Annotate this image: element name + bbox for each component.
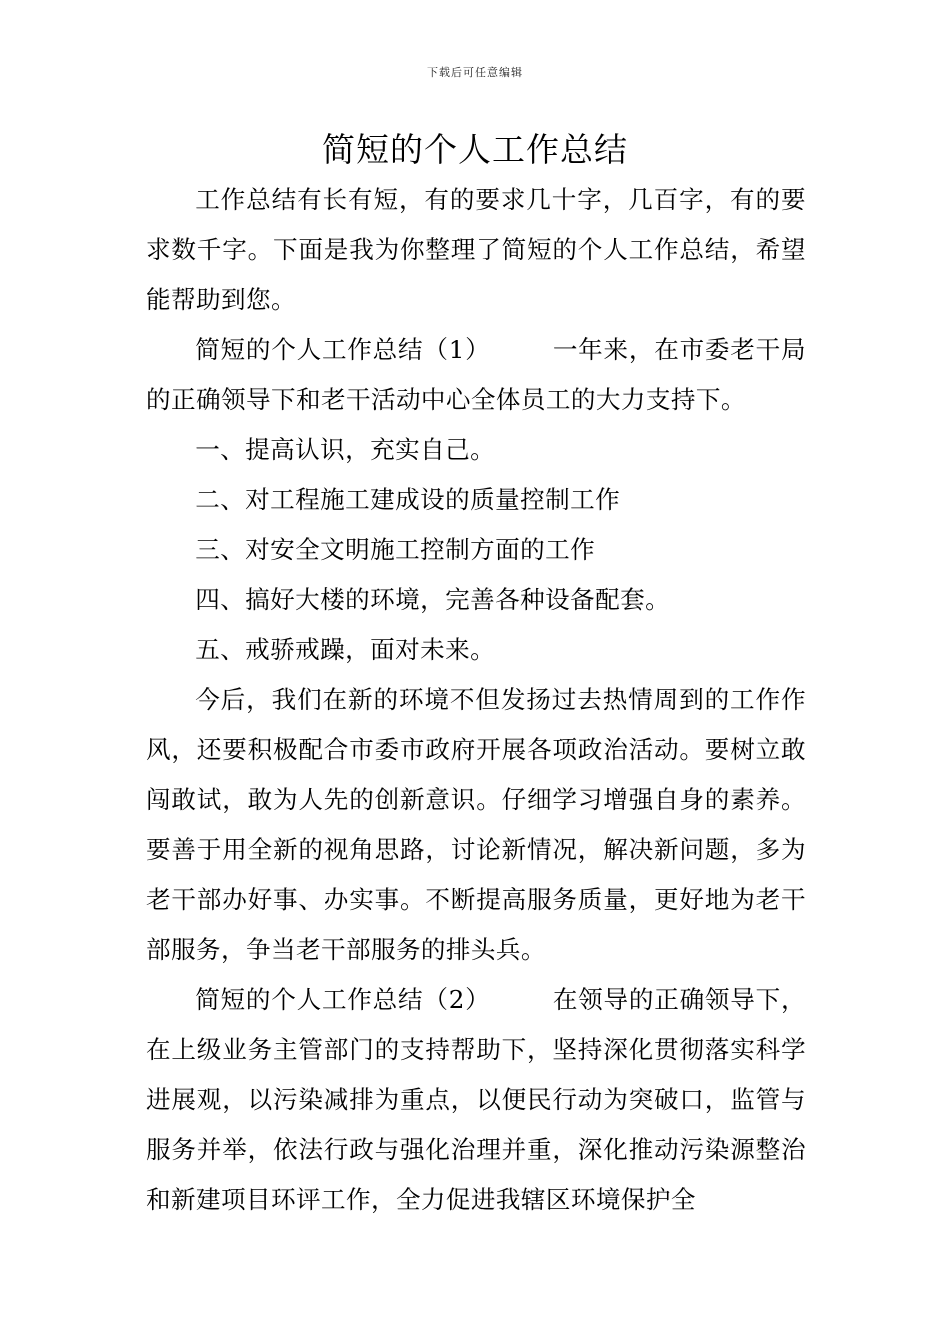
section-1-paragraph <box>146 325 806 425</box>
section-2-paragraph <box>146 975 806 1225</box>
header-note: 下载后可任意编辑 <box>427 66 523 79</box>
section-1-heading: 简短的个人工作总结（1） <box>195 335 491 364</box>
document-body <box>146 175 806 1225</box>
intro-paragraph: 工作总结有长有短，有的要求几十字，几百字，有的要求数千字。下面是我为你整理了简短的个人工作总结，希望能帮助到您。 <box>146 185 806 314</box>
section-2-heading: 简短的个人工作总结（2） <box>195 985 491 1014</box>
future-plan-paragraph: 今后，我们在新的环境不但发扬过去热情周到的工作作风，还要积极配合市委市政府开展各项政治活动。要树立敢闯敢试，敢为人先的创新意识。仔细学习增强自身的素养。要善于用全新的视角思路，讨论新情况，解决新问题，多为老干部办好事、办实事。不断提高服务质量，更好地为老干部服务，争当老干部服务的排头兵。 <box>146 685 806 964</box>
section-2-text: 在领导的正确领导下，在上级业务主管部门的支持帮助下，坚持深化贯彻落实科学进展观，以污染减排为重点，以便民行动为突破口，监管与服务并举，依法行政与强化治理并重，深化推动污染源整治和新建项目环评工作，全力促进我辖区环境保护全 <box>146 985 806 1214</box>
list-item-4: 四、搞好大楼的环境，完善各种设备配套。 <box>195 585 671 614</box>
document-title: 简短的个人工作总结 <box>322 130 628 169</box>
list-item-5: 五、戒骄戒躁，面对未来。 <box>195 635 496 664</box>
list-item-1: 一、提高认识，充实自己。 <box>195 435 496 464</box>
list-item-3: 三、对安全文明施工控制方面的工作 <box>195 535 596 564</box>
section-1-text: 一年来，在市委老干局的正确领导下和老干活动中心全体员工的大力支持下。 <box>146 335 806 414</box>
list-item-2: 二、对工程施工建成设的质量控制工作 <box>195 485 621 514</box>
